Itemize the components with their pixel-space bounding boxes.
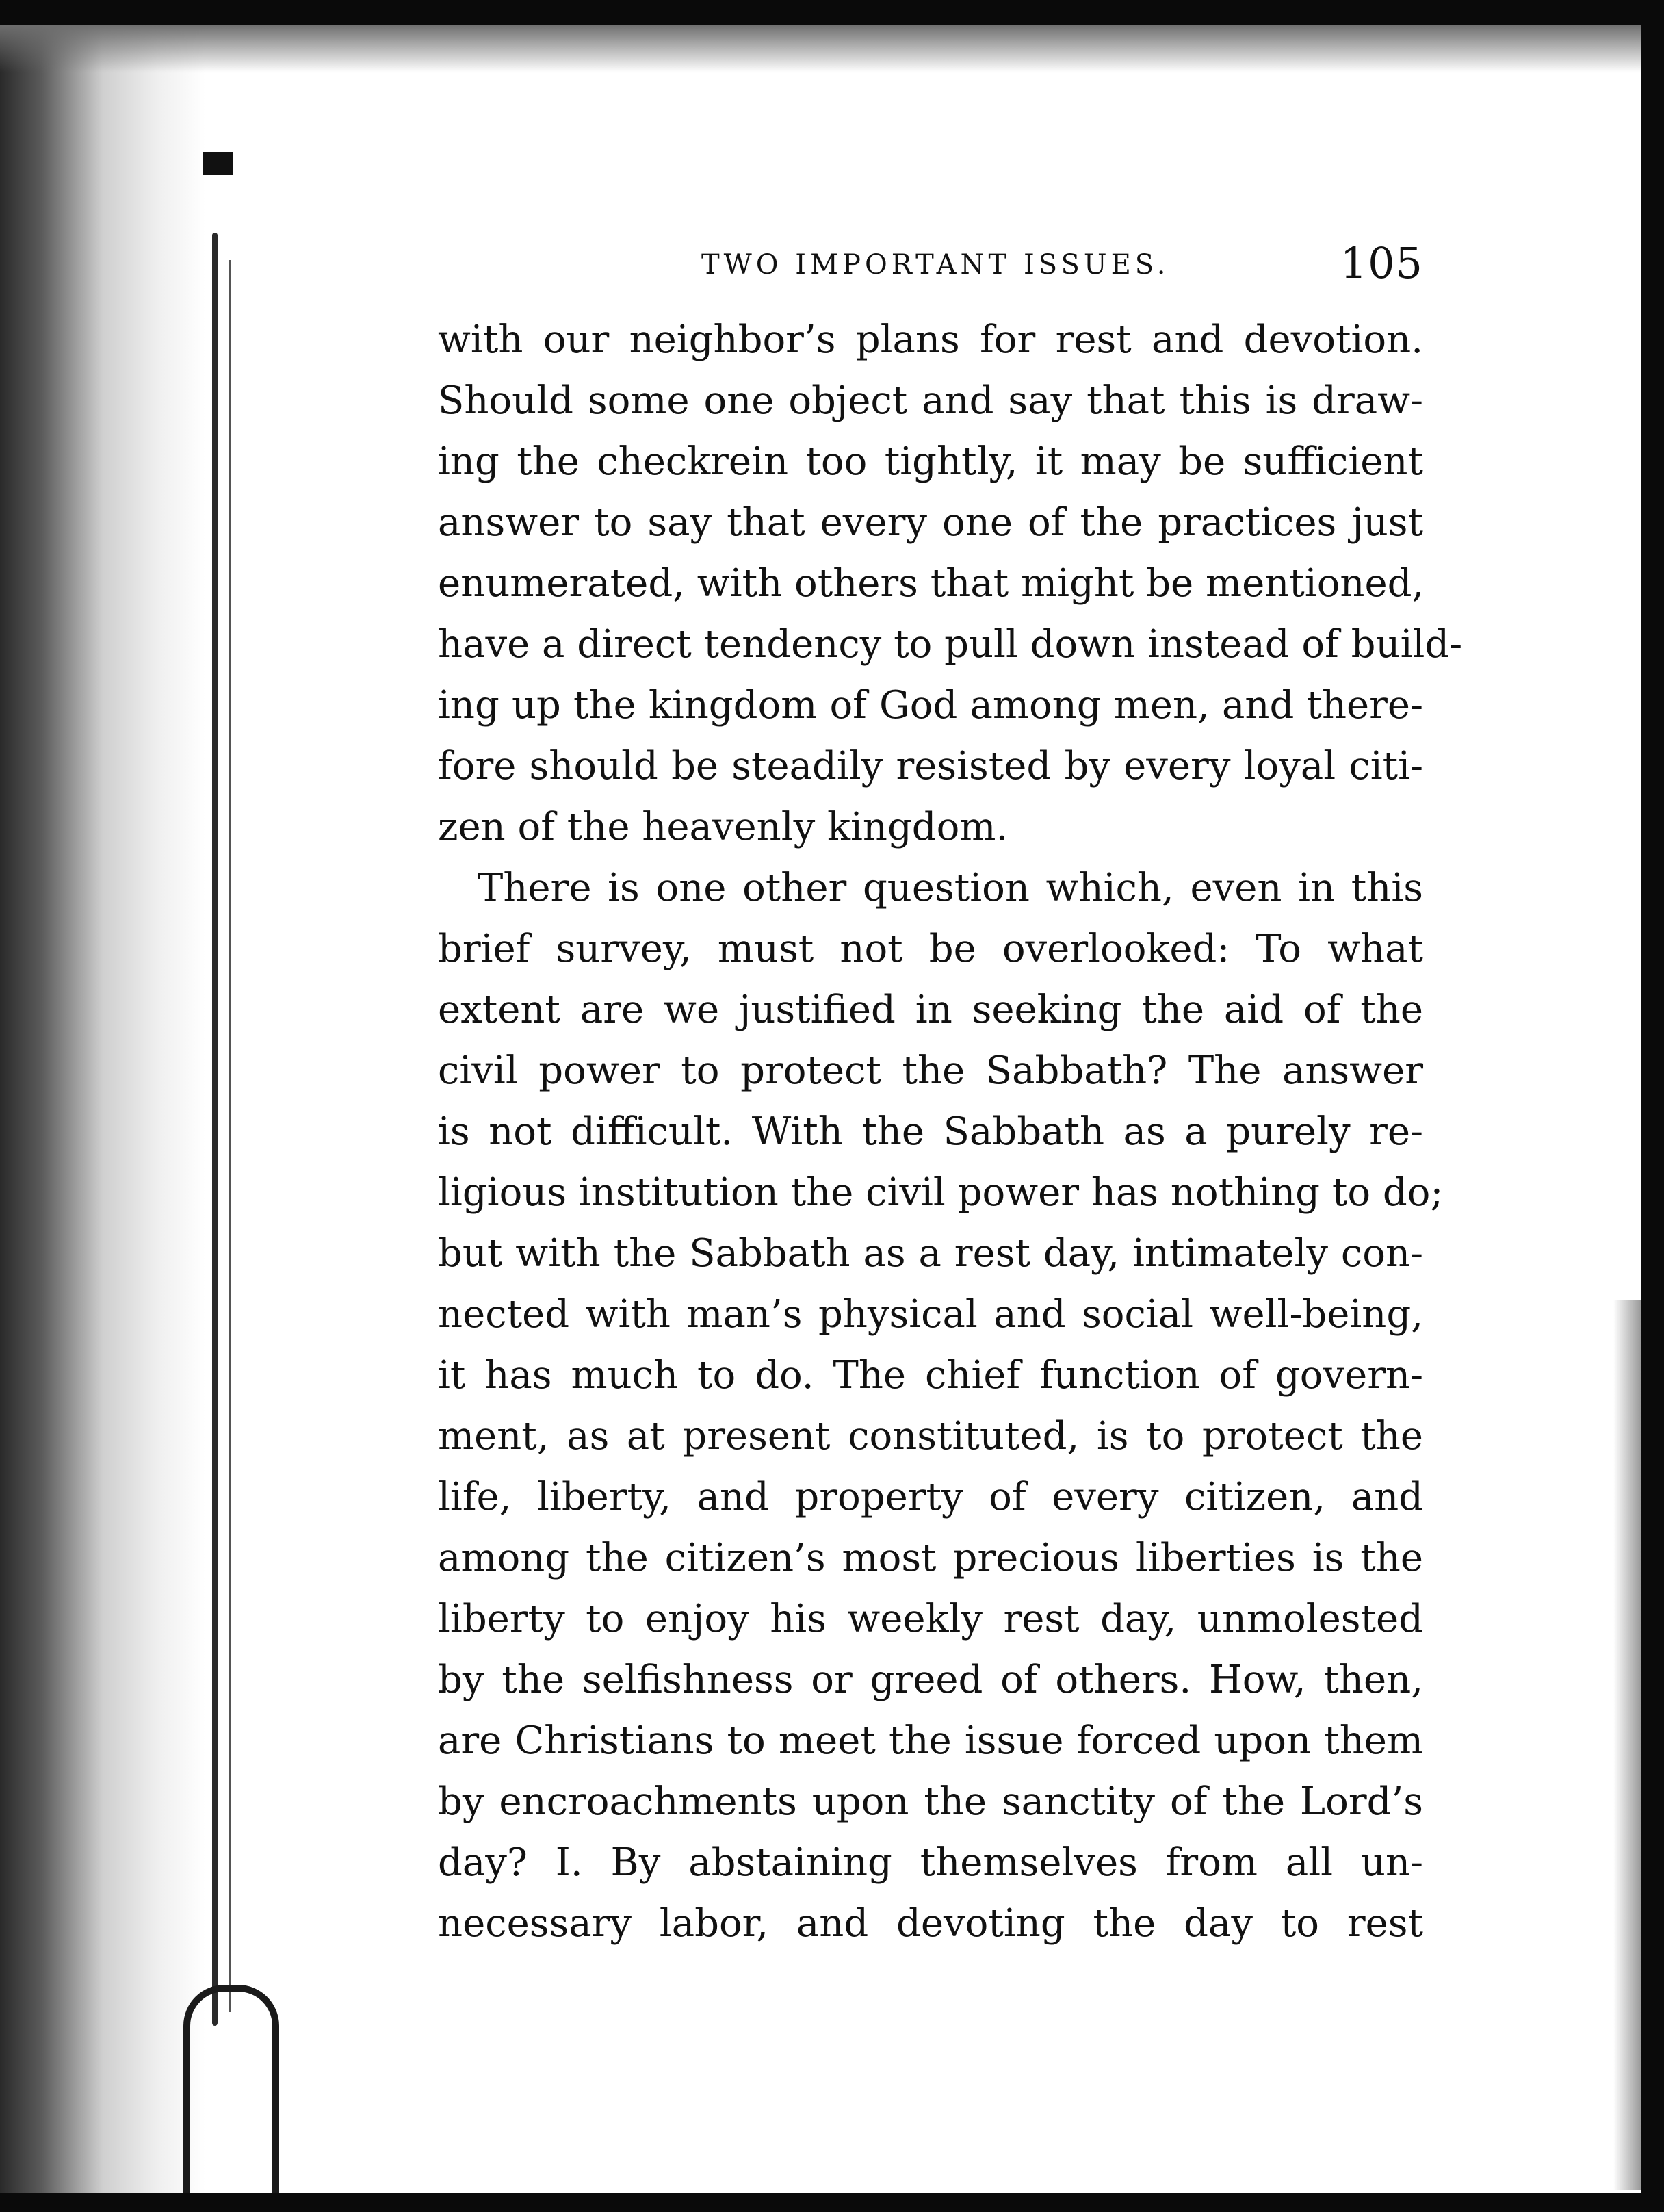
text-line: answer to say that every one of the practices just: [438, 500, 1423, 545]
text-line: necessary labor, and devoting the day to rest: [438, 1901, 1423, 1946]
binding-clip: [183, 1985, 279, 2211]
scan-border-right: [1641, 0, 1664, 2212]
text-line: ing up the kingdom of God among men, and there-: [438, 683, 1423, 728]
text-line: by encroachments upon the sanctity of the Lord’s: [438, 1779, 1423, 1824]
text-line: ligious institution the civil power has nothing to do;: [438, 1170, 1444, 1215]
text-line: ing the checkrein too tightly, it may be sufficient: [438, 439, 1423, 484]
running-title: TWO IMPORTANT ISSUES.: [701, 249, 1170, 281]
text-line: but with the Sabbath as a rest day, intimately con-: [438, 1231, 1423, 1276]
text-line: There is one other question which, even in this: [478, 866, 1423, 910]
spine-edge-inner: [229, 260, 231, 2012]
text-line: brief survey, must not be overlooked: To what: [438, 927, 1423, 971]
text-line: have a direct tendency to pull down instead of build-: [438, 622, 1463, 667]
scan-border-top: [0, 0, 1664, 25]
text-line: among the citizen’s most precious liberties is the: [438, 1536, 1423, 1580]
text-line: it has much to do. The chief function of govern-: [438, 1353, 1423, 1398]
running-head: [438, 233, 1423, 309]
text-line: Should some one object and say that this is draw-: [438, 378, 1423, 423]
text-line: fore should be steadily resisted by every loyal citi-: [438, 744, 1423, 788]
spine-edge: [212, 233, 218, 2026]
paragraph-2: [438, 858, 1444, 1954]
page-number: 105: [1340, 238, 1423, 288]
text-line: is not difficult. With the Sabbath as a purely re-: [438, 1109, 1423, 1154]
text-line: extent are we justified in seeking the aid of the: [438, 988, 1423, 1032]
text-line: with our neighbor’s plans for rest and devotion.: [438, 318, 1423, 362]
text-line: life, liberty, and property of every citizen, and: [438, 1475, 1423, 1519]
text-line: by the selfishness or greed of others. How, then,: [438, 1658, 1423, 1702]
paragraph-1: [438, 309, 1463, 858]
text-line: are Christians to meet the issue forced upon them: [438, 1719, 1423, 1763]
scan-shadow-right: [1613, 1300, 1641, 2190]
text-line: zen of the heavenly kingdom.: [438, 805, 1009, 849]
text-block: [438, 233, 1463, 1954]
text-line: ment, as at present constituted, is to protect the: [438, 1414, 1423, 1458]
binding-gutter: [0, 0, 205, 2212]
scan-shadow-top: [0, 25, 1664, 73]
text-line: day? I. By abstaining themselves from all un-: [438, 1840, 1423, 1885]
binding-mark: [203, 152, 233, 175]
text-line: nected with man’s physical and social well-being,: [438, 1292, 1423, 1337]
text-line: civil power to protect the Sabbath? The answer: [438, 1049, 1423, 1093]
text-line: enumerated, with others that might be mentioned,: [438, 561, 1425, 606]
scan-border-bottom: [0, 2193, 1664, 2212]
text-line: liberty to enjoy his weekly rest day, unmolested: [438, 1597, 1423, 1641]
